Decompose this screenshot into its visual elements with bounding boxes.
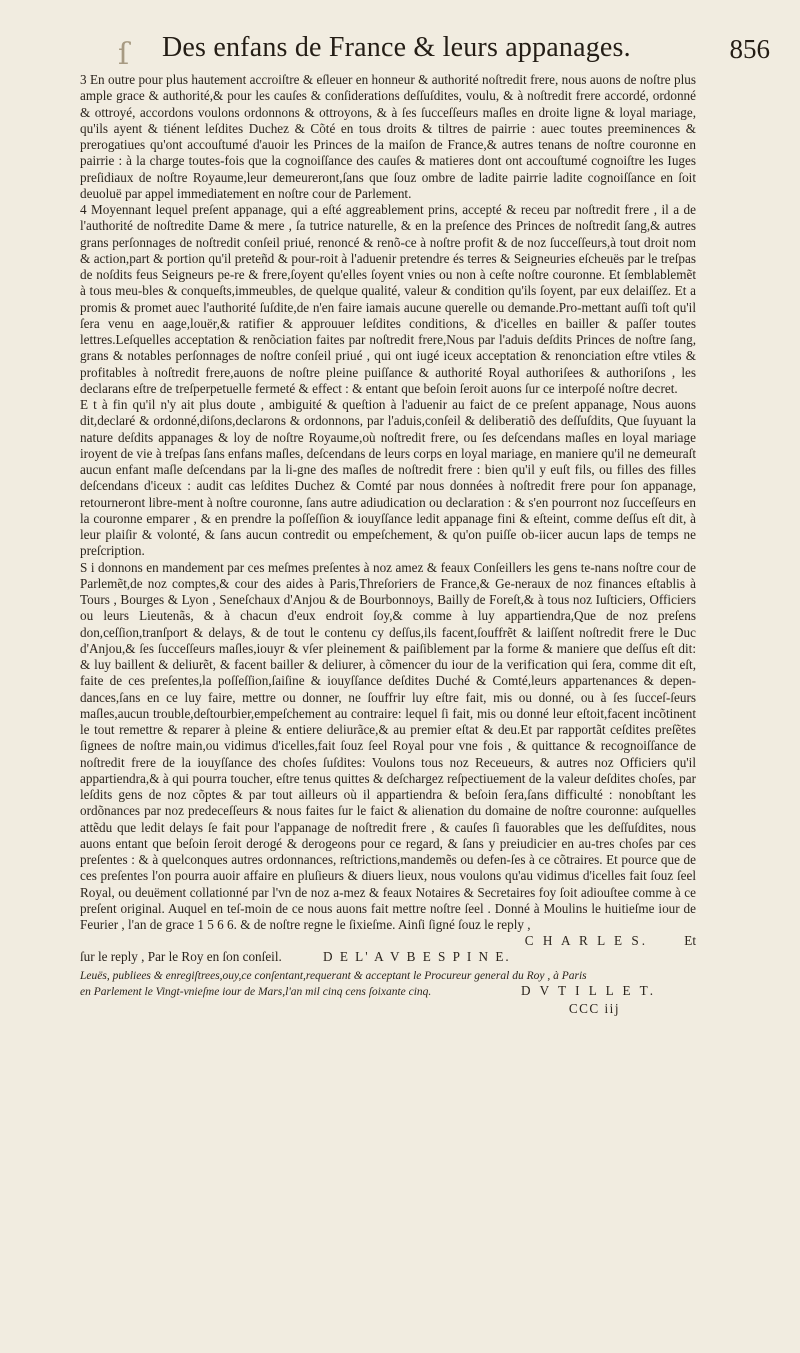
document-body <box>80 72 696 1025</box>
greffier-signature: D V T I L L E T. <box>521 983 656 999</box>
closing-block <box>80 933 696 1025</box>
king-signature: C H A R L E S. <box>524 933 648 949</box>
registration-line-2: en Parlement le Vingt-vnieſme iour de Mars,l'an mil cinq cens ſoixante cinq. <box>80 986 432 999</box>
registration-line-1: Leuës, publiees & enregiſtrees,ouy,ce conſentant,requerant & acceptant le Procureur general du Roy , à Paris <box>80 970 587 983</box>
reply-word: Et <box>684 933 696 949</box>
page-header <box>150 30 770 72</box>
running-title: Des enfans de France & leurs appanages. <box>162 32 631 63</box>
paragraph-3: 3 En outre pour plus hautement accroiſtre & eſleuer en honneur & authorité noſtredit frere, nous auons de noſtre plus ample grace & authorité,& pour les cauſes & conſiderations deſſuſdites, voulu, & à noſtredit frere accordé, ordonné & ottroyé, accordons voulons ordonnons & ottroyons, & à ſes ſucceſſeurs maſles en droite ligne & loyal mariage, qu'ils ayent & tiénent leſdites Duchez & Cõté en tous droits & tiltres de pairrie : auec toutes preeminences & prerogatiues qu'ont accouſtumé d'auoir les Princes de la maiſon de France,& autres tenans de noſtre couronne en pairrie : à la charge toutes-fois que la cognoiſſance des cauſes & matieres dont ont accouſtumé cognoiſtre les Iuges preſidiaux de noſtre Royaume,leur demeureront,ſans que ſouz ombre de ladite pairrie ladite cognoiſſance en ſoit deuoluë par appel immediatement en noſtre cour de Parlement. <box>80 72 696 201</box>
signature-mark: CCC iij <box>568 1001 620 1017</box>
paragraph-mandate: S i donnons en mandement par ces meſmes preſentes à noz amez & feaux Conſeillers les gens te-nans noſtre cour de Parlemẽt,de noz comptes,& cour des aides à Paris,Threſoriers de France,& Ge-neraux de noz finances eſtablis à Tours , Bourges & Lyon , Seneſchaux d'Anjou & de Bourbonnoys, Bailly de Foreſt,& à tous noz Iuſticiers, Officiers ou leurs Lieutenãs, & à chacun d'eux endroit ſoy,& comme à luy appartiendra,Que de noz preſens don,ceſſion,tranſport & delays, & de tout le contenu cy deſſus,ils facent,ſouffrẽt & laiſſent noſtredit frere le Duc d'Anjou,& ſes ſucceſſeurs maſles,iouyr & vſer pleinement & paiſiblement par la forme & maniere que deſſus eſt dit: & luy baillent & deliurẽt, & facent bailler & deliurer, à cõmencer du iour de la verification qui ſera, comme dit eſt, faite de ces preſentes,la poſſeſſion,ſaiſine & iouyſſance deſdites Duché & Comté,leurs appartenances & depen-dances,ſans en ce luy faire, mettre ou donner, ne ſouffrir luy eſtre fait, mis ou donné, ou à ſes ſucceſ-ſeurs maſles,aucun trouble,deſtourbier,empeſchement au contraire: lequel ſi fait, mis ou donné leur eſtoit,facent incõtinent le tout remettre & reparer à pleine & entiere deliurãce,& au premier eſtat & deu.Et par rapportãt ceſdites preſẽtes ſignees de noſtre main,ou vidimus d'icelles,fait ſouz ſeel Royal pour vne fois , & quittance & recognoiſſance de noſtredit frere de la iouyſſance des choſes ſuſdites: Voulons tous noz Receueurs, & autres noz Officiers qu'il appartiendra,& à qui pourra toucher, eſtre tenus quittes & deſchargez reſpectiuement de la valeur deſdites choſes, par leſdits gens de noz cõptes & par tout ailleurs où il appartiendra & beſoin ſera,ſans difficulté : nonobſtant les ordõnances par noz predeceſſeurs & nous faites ſur le faict & alienation du domaine de noſtre couronne: auſquelles attẽdu que ledit delays ſe fait pour l'appanage de noſtredit frere , & cauſes ſi fauorables que les deſſuſdites, nous auons entant que beſoin ſeroit derogé & derogeons pour ce regard, & ſans y preiudicier en au-tres choſes par ces preſentes : & à quelconques autres ordonnances, reſtrictions,mandemẽs ou defen-ſes à ce cõtraires. Et pource que de ces preſentes l'on pourra auoir affaire en pluſieurs & diuers lieux, nous voulons qu'au vidimus d'icelles fait ſouz ſeel Royal, ou deuëment collationné par l'vn de noz a-mez & feaux Notaires & Secretaires foy ſoit adiouſtee comme à ce preſent original. Auquel en teſ-moin de ce nous auons fait mettre noſtre ſeel . Donné à Moulins le huitieſme iour de Feurier , l'an de grace 1 5 6 6. & de noſtre regne le ſixieſme. Ainſi ſigné ſouz le reply , <box>80 559 696 932</box>
page-mark: ſ <box>118 37 130 72</box>
paragraph-4: 4 Moyennant lequel preſent appanage, qui a eſté aggreablement prins, accepté & receu par noſtredit frere , il a de l'authorité de noſtredite Dame & mere , ſa tutrice naturelle, & en la preſence des Princes de noſtredit ſang,& autres grans perſonnages de noſtredit conſeil priué, renoncé & renõ-ce à noſtre profit & de noz ſucceſſeurs,à tout droit nom & action,part & portion qu'il preteñd & pour-roit à l'aduenir pretendre és terres & Seigneuries eſcheuës par le treſpas de noſdits feus Seigneurs pe-re & frere,ſoyent qu'elles ſoyent vnies ou non à ceſte noſtre couronne. Et ſemblablemẽt à tous meu-bles & conqueſts,immeubles, de quelque qualité, valeur & condition qu'ils ſoyent, par eux delaiſſez. Et a promis & promet auec l'authorité ſuſdite,de n'en faire iamais aucune querelle ou demande.Pro-mettant auſſi toſt qu'il ſera venu en aage,louër,& ratifier & approuuer leſdites conditions, & d'icelles en bailler & paſſer toutes lettres.Leſquelles acceptation & renõciation faites par noſtredit frere,Nous par l'aduis deſdits Princes de noſtre ſang, grans & notables perſonnages de noſtre conſeil priué , qui ont iugé iceux acceptation & renonciation eſtre vtiles & profitables à noſtredit frere,auons de noſtre pleine puiſſance & authorité Royal authoriſees & authoriſons , les declarans eſtre de treſperpetuelle fermeté & effect : & entant que beſoin ſeroit auons ſur ce interpoſé noſtre decret. <box>80 202 696 396</box>
paragraph-reversion: E t à fin qu'il n'y ait plus doute , ambiguité & queſtion à l'aduenir au faict de ce preſent appanage, Nous auons dit,declaré & ordonné,diſons,declarons & ordonnons, par l'aduis,conſeil & deliberatiõ des deſſuſdits, Que ſuyuant la nature deſdits appanages & loy de noſtre Royaume,où noſtredit frere, ou ſes deſcendans maſles en loyal mariage iroyent de vie à treſpas ſans enfans maſles, deſcendans de leurs corps en loyal mariage, en maniere qu'il ne demeuraſt aucun enfant maſle deſcendans par la li-gne des maſles de noſtredit frere : bien qu'il y euſt fils, ou filles des filles deſcendans d'iceux : audit cas leſdites Duchez & Comté par nous données à noſtredit frere pour ſon appanage, retourneront libre-ment à noſtre couronne, ſans autre adiudication ou declaration : & s'en pourront noz ſucceſſeurs en la couronne emparer , & en prendre la poſſeſſion & iouyſſance ledit appanage fini & eſteint, comme deſſus eſt dit, à leur plaiſir & volonté, & ſans aucun contredit ou empeſchement, & qu'on puiſſe ob-iicer aucun laps de temps ne preſcription. <box>80 397 696 559</box>
clerk-signature: D E L' A V B E S P I N E. <box>323 949 511 965</box>
reply-line: ſur le reply , Par le Roy en ſon conſeil. <box>80 949 282 965</box>
folio-number: 856 <box>729 34 770 64</box>
